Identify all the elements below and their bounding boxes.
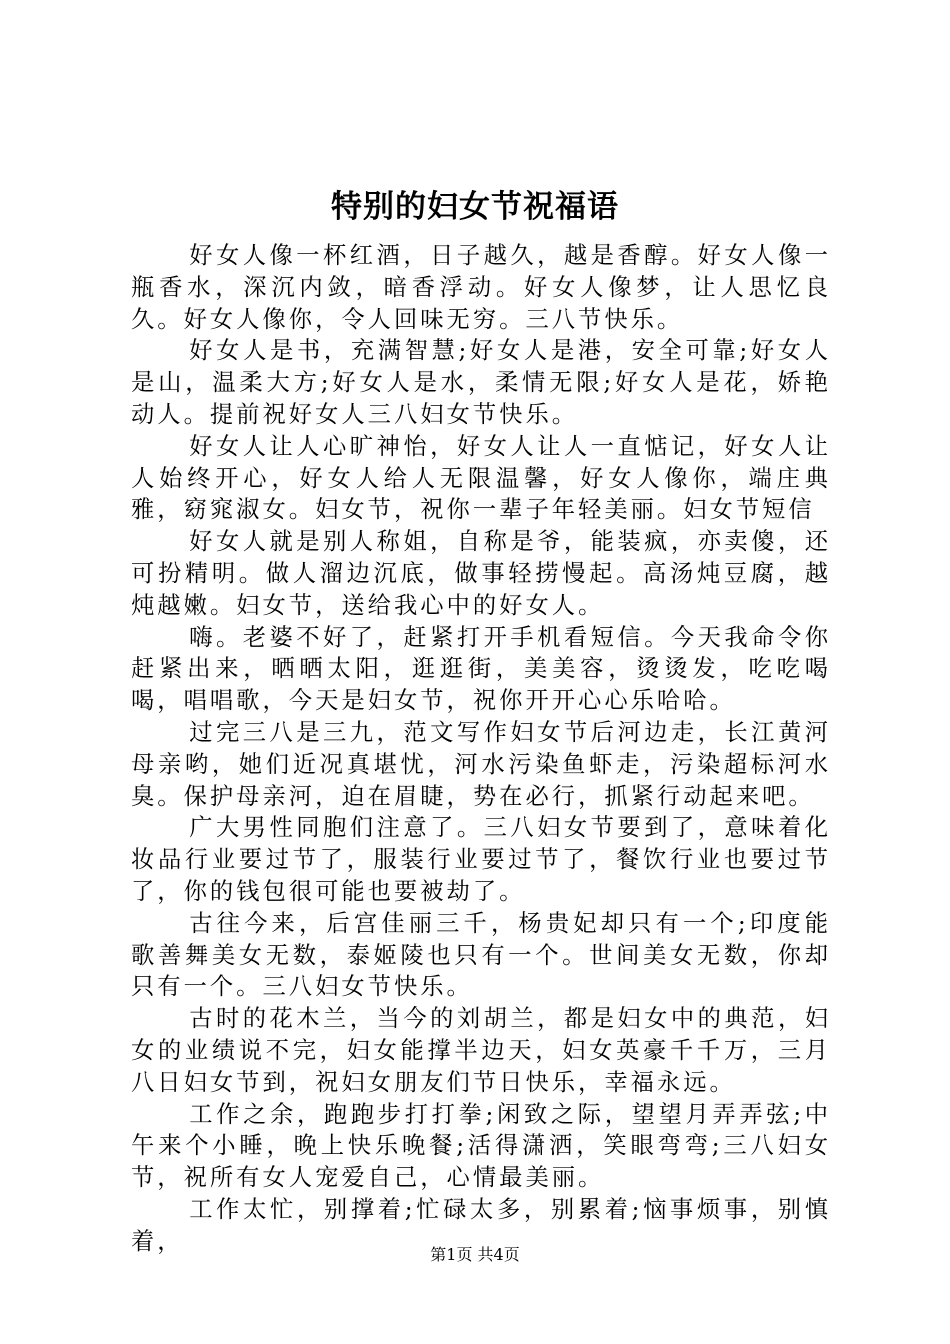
paragraph: 好女人是书，充满智慧;好女人是港，安全可靠;好女人是山，温柔大方;好女人是水，柔情无限;好女人是花，娇艳动人。提前祝好女人三八妇女节快乐。 xyxy=(131,337,831,428)
paragraph: 嗨。老婆不好了，赶紧打开手机看短信。今天我命令你赶紧出来，晒晒太阳，逛逛街，美美容，烫烫发，吃吃喝喝，唱唱歌，今天是妇女节，祝你开开心心乐哈哈。 xyxy=(131,623,831,715)
paragraph: 工作之余，跑跑步打打拳;闲致之际，望望月弄弄弦;中午来个小睡，晚上快乐晚餐;活得潇洒，笑眼弯弯;三八妇女节，祝所有女人宠爱自己，心情最美丽。 xyxy=(131,1100,831,1192)
paragraph: 好女人像一杯红酒，日子越久，越是香醇。好女人像一瓶香水，深沉内敛，暗香浮动。好女人像梦，让人思忆良久。好女人像你，令人回味无穷。三八节快乐。 xyxy=(131,242,831,333)
page-number-footer: 第1页 共4页 xyxy=(430,1245,520,1264)
paragraph: 好女人就是别人称姐，自称是爷，能装疯，亦卖傻，还可扮精明。做人溜边沉底，做事轻捞慢起。高汤炖豆腐，越炖越嫩。妇女节，送给我心中的好女人。 xyxy=(131,528,831,619)
document-title: 特别的妇女节祝福语 xyxy=(331,189,619,225)
paragraph: 广大男性同胞们注意了。三八妇女节要到了，意味着化妆品行业要过节了，服装行业要过节了，餐饮行业也要过节了，你的钱包很可能也要被劫了。 xyxy=(131,814,831,905)
document-body xyxy=(131,240,831,1258)
paragraph: 好女人让人心旷神怡，好女人让人一直惦记，好女人让人始终开心，好女人给人无限温馨，好女人像你，端庄典雅，窈窕淑女。妇女节，祝你一辈子年轻美丽。妇女节短信 xyxy=(131,432,831,524)
paragraph: 古时的花木兰，当今的刘胡兰，都是妇女中的典范，妇女的业绩说不完，妇女能撑半边天，妇女英豪千千万，三月八日妇女节到，祝妇女朋友们节日快乐，幸福永远。 xyxy=(131,1005,831,1096)
paragraph: 过完三八是三九，范文写作妇女节后河边走，长江黄河母亲哟，她们近况真堪忧，河水污染鱼虾走，污染超标河水臭。保护母亲河，迫在眉睫，势在必行，抓紧行动起来吧。 xyxy=(131,718,831,810)
paragraph: 工作太忙，别撑着;忙碌太多，别累着;恼事烦事，别慎着， xyxy=(131,1195,831,1255)
paragraph: 古往今来，后宫佳丽三千，杨贵妃却只有一个;印度能歌善舞美女无数，泰姬陵也只有一个。世间美女无数，你却只有一个。三八妇女节快乐。 xyxy=(131,909,831,1001)
